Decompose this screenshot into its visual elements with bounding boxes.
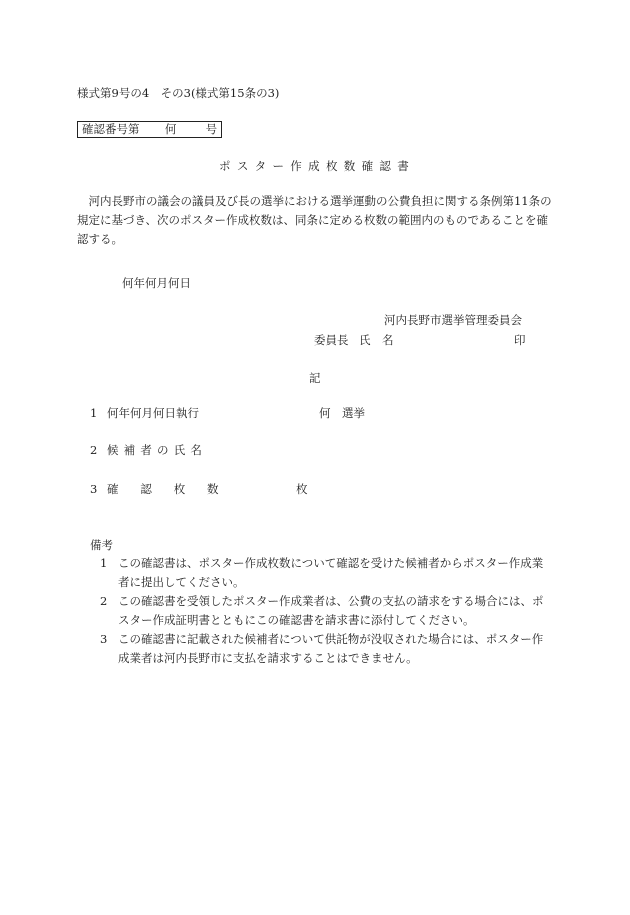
document-title: ポスター作成枚数確認書 [219, 159, 416, 173]
note-number-3: 3 [100, 632, 108, 646]
confirm-number-label: 確認番号第 [82, 122, 140, 136]
item-label-3: 確認枚数 [107, 482, 241, 496]
chair-title: 委員長 [314, 333, 349, 347]
note-text-3: この確認書に記載された候補者について供託物が没収された場合には、ポスター作成業者は河内長野市に支払を請求することはできません。 [118, 632, 544, 665]
item-label-1: 何年何月何日執行 [107, 406, 199, 420]
note-number-1: 1 [100, 556, 108, 570]
note-number-2: 2 [100, 594, 108, 608]
note-text-2: この確認書を受領したポスター作成業者は、公費の支払の請求をする場合には、ポスター作成証明書とともにこの確認書を請求書に添付してください。 [118, 594, 544, 627]
confirm-number-suffix: 号 [205, 122, 218, 136]
confirm-number-box [77, 121, 222, 138]
seal-mark: 印 [514, 333, 526, 347]
item-value-3: 枚 [296, 482, 308, 496]
chair-name-label: 氏 名 [359, 333, 394, 347]
item-value-1: 何 選挙 [319, 406, 365, 420]
item-number-3: 3 [90, 482, 98, 496]
issue-date: 何年何月何日 [122, 276, 191, 290]
note-text-1: この確認書は、ポスター作成枚数について確認を受けた候補者からポスター作成業者に提出してください。 [118, 556, 544, 589]
item-number-1: 1 [90, 406, 98, 420]
issuer-name: 河内長野市選挙管理委員会 [384, 313, 522, 327]
notes-title: 備考 [90, 538, 113, 552]
form-id: 様式第9号の4 その3(様式第15条の3) [77, 86, 280, 100]
ki-heading: 記 [309, 371, 321, 385]
item-label-2: 候補者の氏名 [107, 443, 208, 457]
confirm-number-mark: 何 [164, 122, 177, 136]
item-number-2: 2 [90, 443, 98, 457]
body-paragraph: 河内長野市の議会の議員及び長の選挙における選挙運動の公費負担に関する条例第11条の規定に基づき、次のポスター作成枚数は、同条に定める枚数の範囲内のものであることを確認する。 [77, 194, 552, 246]
